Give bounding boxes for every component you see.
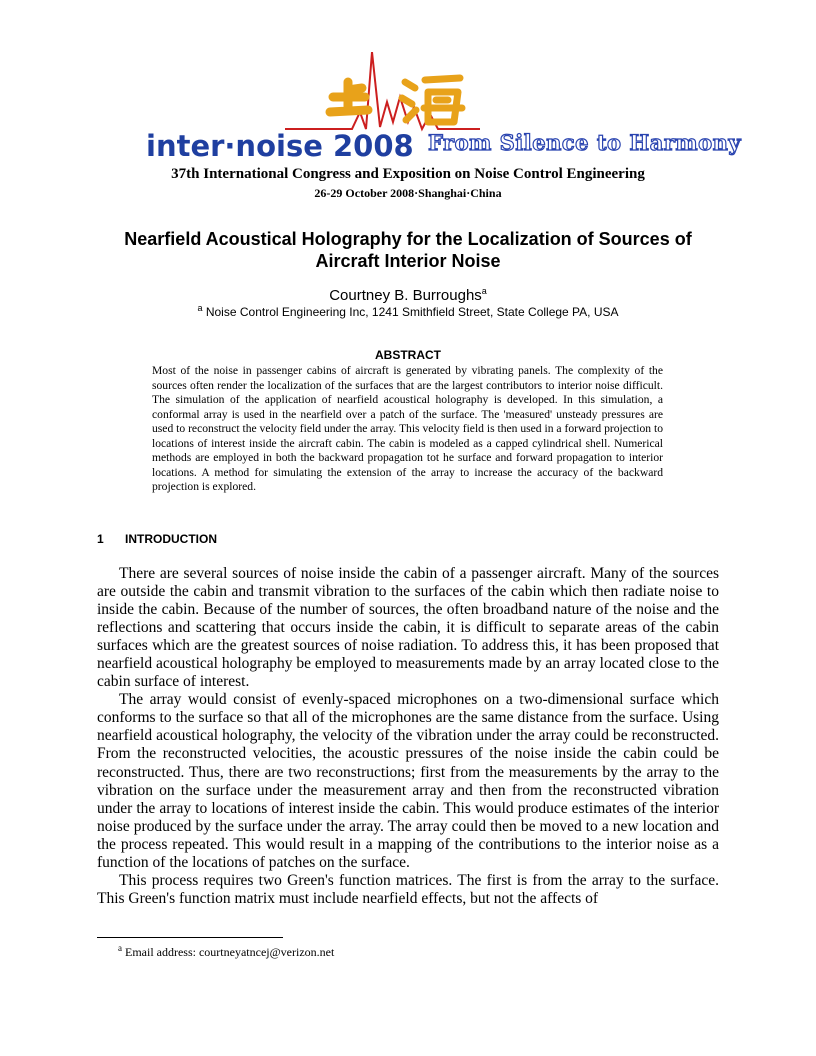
abstract-heading: ABSTRACT (375, 348, 441, 362)
conference-name: 37th International Congress and Exposition on Noise Control Engineering (171, 166, 645, 182)
affiliation-line (0, 305, 816, 319)
author-line (0, 287, 816, 304)
section-body (97, 565, 719, 908)
section-number: 1 (97, 532, 104, 546)
conference-logo (140, 52, 742, 170)
section-title: INTRODUCTION (125, 532, 217, 546)
logo-slogan: From Silence to Harmony (428, 130, 742, 155)
conference-date-location: 26-29 October 2008·Shanghai·China (314, 186, 502, 200)
footnote-rule (97, 937, 283, 938)
paper-title: Nearfield Acoustical Holography for the Localization of Sources of Aircraft Interior Noise (124, 229, 692, 271)
footnote-mark: a (118, 943, 122, 953)
logo-wordmark: inter·noise 2008 (146, 129, 414, 163)
abstract-text: Most of the noise in passenger cabins of aircraft is generated by vibrating panels. The complexity of the sources often render the localization of the surfaces that are the largest contributors to interior noise difficult. The simulation of the application of nearfield acoustical holography is developed. In this simulation, a conformal array is used in the nearfield over a patch of the surface. The 'measured' unsteady pressures are used to reconstruct the velocity field under the array. This velocity field is then used in a forward projection to locations of interest inside the aircraft cabin. The cabin is modeled as a capped cylindrical shell. Numerical methods are employed in both the backward propagation tot he surface and forward propagation to interior locations. A method for simulating the extension of the array to increase the accuracy of the backward projection is explored. (152, 364, 663, 494)
footnote-text: Email address: courtneyatncej@verizon.net (125, 945, 335, 959)
affiliation-mark: a (197, 303, 203, 313)
paragraph: This process requires two Green's function matrices. The first is from the array to the surface. This Green's function matrix must include nearfield effects, but not the affects of (97, 871, 719, 907)
author-mark: a (481, 286, 487, 296)
footnote (118, 945, 334, 960)
paragraph: The array would consist of evenly-spaced microphones on a two-dimensional surface which conforms to the surface so that all of the microphones are the same distance from the surface. Using nearfield acoustical holography, the velocity of the vibration under the array could be reconstructed. From the reconstructed velocities, the acoustic pressures of the noise inside the cabin could be reconstructed. Thus, there are two reconstructions; first from the measurements by the array to the vibration on the surface under the measurement array and then from the reconstructed vibration under the array to locations of interest inside the cabin. This would produce estimates of the interior noise produced by the surface under the array. The array could then be moved to a new location and the process repeated. This would result in a mapping of the contributions to the interior noise as a function of the locations of patches on the surface. (97, 691, 719, 871)
affiliation: Noise Control Engineering Inc, 1241 Smithfield Street, State College PA, USA (205, 305, 619, 319)
section-heading (97, 532, 217, 546)
author-name: Courtney B. Burroughs (329, 287, 482, 304)
paragraph: There are several sources of noise inside the cabin of a passenger aircraft. Many of the sources are outside the cabin and transmit vibration to the surfaces of the cabin which then radiate noise to inside the cabin. Because of the number of sources, the often broadband nature of the noise and the reflections and scattering that occurs inside the cabin, it is difficult to separate areas of the cabin surfaces which are the greatest sources of noise radiation. To address this, it has been proposed that nearfield acoustical holography be employed to measurements made by an array located close to the cabin surface of interest. (97, 565, 719, 691)
